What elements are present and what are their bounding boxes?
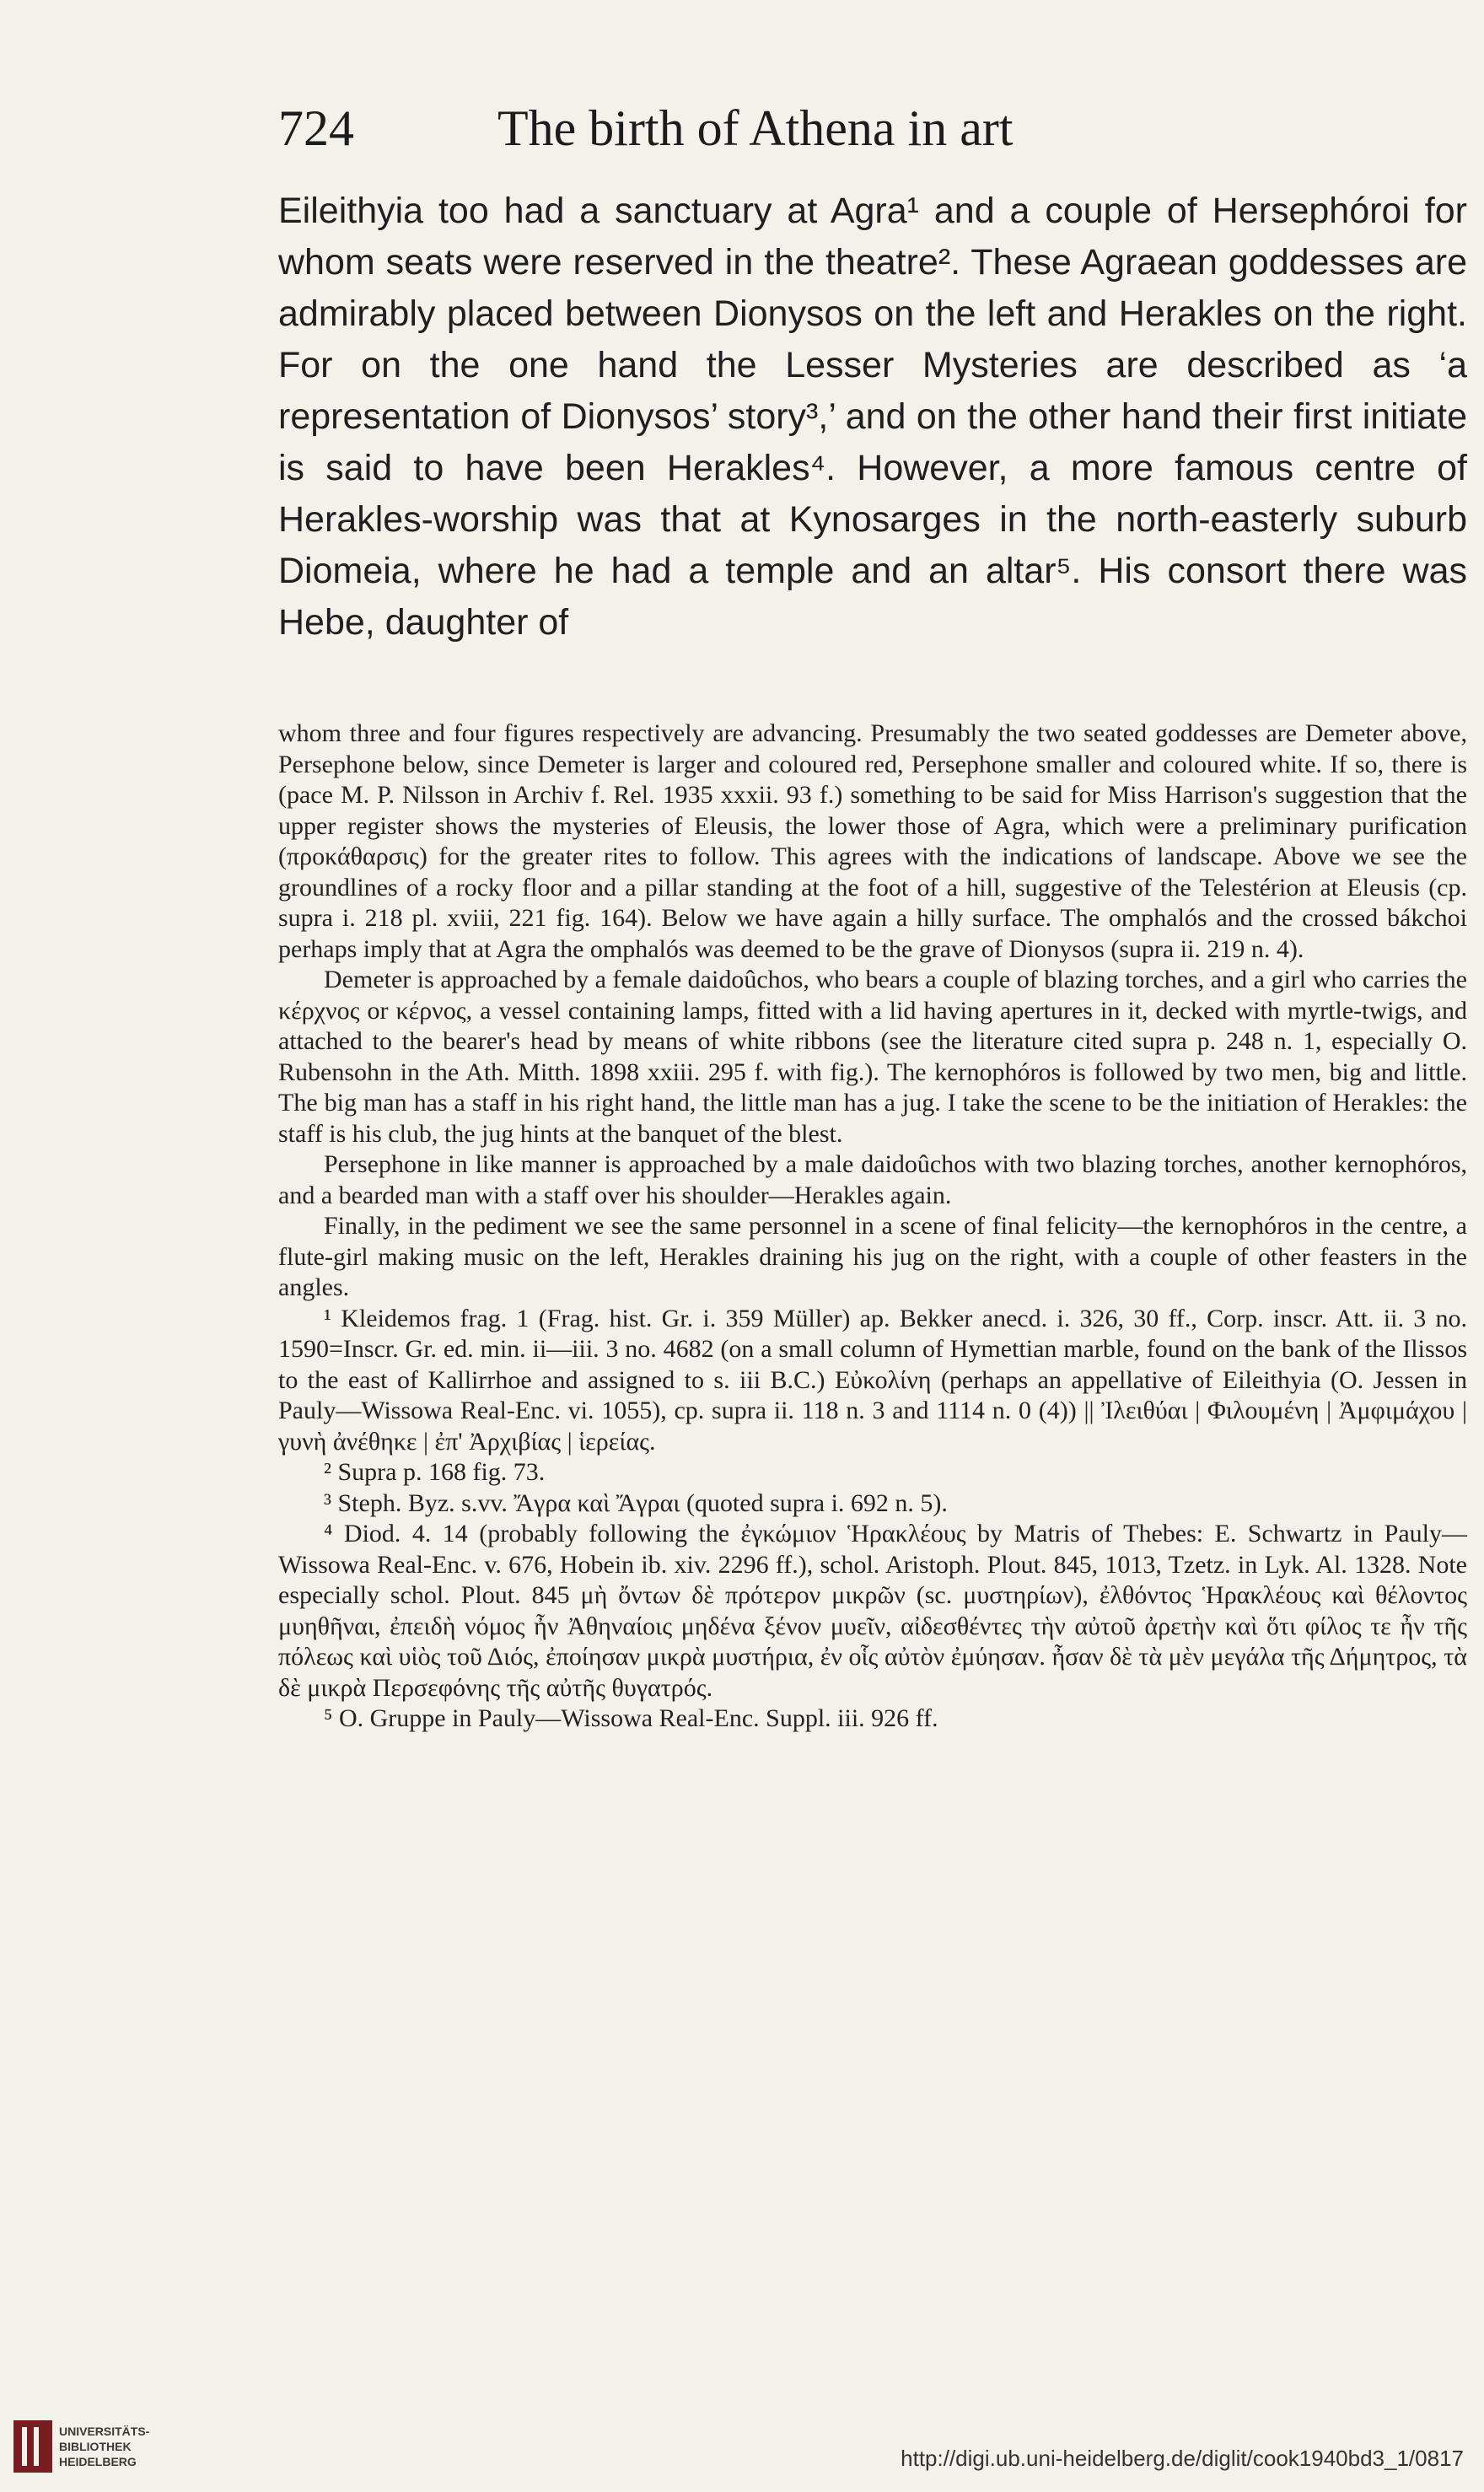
note-paragraph: whom three and four figures respectively are advancing. Presumably the two seated goddesses are Demeter above, Persephone below, since Demeter is larger and coloured red, Persephone smaller and coloured white. If so, there is (pace M. P. Nilsson in Archiv f. Rel. 1935 xxxii. 93 f.) something to be said for Miss Harrison's suggestion that the upper register shows the mysteries of Eleusis, the lower those of Agra, which were a preliminary purification (προκάθαρσις) for the greater rites to follow. This agrees with the indications of landscape. Above we see the groundlines of a rocky floor and a pillar standing at the foot of a hill, suggestive of the Telestérion at Eleusis (cp. supra i. 218 pl. xviii, 221 fig. 164). Below we have again a hilly surface. The omphalós and the crossed bákchoi perhaps imply that at Agra the omphalós was deemed to be the grave of Dionysos (supra ii. 219 n. 4). [278,719,1467,963]
footnote: ² Supra p. 168 fig. 73. [324,1458,546,1486]
note-paragraph: Demeter is approached by a female daidoûchos, who bears a couple of blazing torches, and a girl who carries the κέρχνος or κέρνος, a vessel containing lamps, fitted with a lid having apertures in it, decked with myrtle-twigs, and attached to the bearer's head by means of white ribbons (see the literature cited supra p. 248 n. 1, especially O. Rubensohn in the Ath. Mitth. 1898 xxiii. 295 f. with fig.). The kernophóros is followed by two men, big and little. The big man has a staff in his right hand, the little man has a jug. I take the scene to be the initiation of Herakles: the staff is his club, the jug hints at the banquet of the blest. [278,966,1467,1148]
library-logo-icon [13,2420,52,2473]
footnote: ³ Steph. Byz. s.vv. Ἄγρα καὶ Ἄγραι (quoted supra i. 692 n. 5). [324,1488,948,1517]
main-text [278,186,1467,649]
footnote: ⁴ Diod. 4. 14 (probably following the ἐγκώμιον Ἡρακλέους by Matris of Thebes: E. Schwartz in Pauly—Wissowa Real-Enc. v. 676, Hobein ib. xiv. 2296 ff.), schol. Aristoph. Plout. 845, 1013, Tzetz. in Lyk. Al. 1328. Note especially schol. Plout. 845 μὴ ὄντων δὲ πρότερον μικρῶν (sc. μυστηρίων), ἐλθόντος Ἡρακλέους καὶ θέλοντος μυηθῆναι, ἐπειδὴ νόμος ἦν Ἀθηναίοις μηδένα ξένον μυεῖν, αἰδεσθέντες τὴν αὐτοῦ ἀρετὴν καὶ ὅτι φίλος τε ἦν τῆς πόλεως καὶ υἱὸς τοῦ Διός, ἐποίησαν μικρὰ μυστήρια, ἐν οἷς αὐτὸν ἐμύησαν. ἦσαν δὲ τὰ μὲν μεγάλα τῆς Δήμητρος, τὰ δὲ μικρὰ Περσεφόνης τῆς αὐτῆς θυγατρός. [278,1520,1467,1702]
running-title: The birth of Athena in art [497,100,1014,156]
page-number: 724 [278,100,354,156]
note-paragraph: Persephone in like manner is approached by a male daidoûchos with two blazing torches, another kernophóros, and a bearded man with a staff over his shoulder—Herakles again. [278,1150,1467,1209]
source-url[interactable]: http://digi.ub.uni-heidelberg.de/diglit/cook1940bd3_1/0817 [901,2446,1464,2471]
notes-section [278,719,1467,1735]
note-paragraph: Finally, in the pediment we see the same personnel in a scene of final felicity—the kernophóros in the centre, a flute-girl making music on the left, Herakles draining his jug on the right, with a couple of other feasters in the angles. [278,1212,1467,1301]
footnote: ⁵ O. Gruppe in Pauly—Wissowa Real-Enc. Suppl. iii. 926 ff. [324,1704,938,1732]
library-logo-text: UNIVERSITÄTS- BIBLIOTHEK HEIDELBERG [59,2425,150,2468]
library-logo [13,2420,182,2479]
footnotes [278,1304,1467,1735]
footnote: ¹ Kleidemos frag. 1 (Frag. hist. Gr. i. 359 Müller) ap. Bekker anecd. i. 326, 30 ff., Corp. inscr. Att. ii. 3 no. 1590=Inscr. Gr. ed. min. ii—iii. 3 no. 4682 (on a small column of Hymettian marble, found on the bank of the Ilissos to the east of Kallirrhoe and assigned to s. iii B.C.) Εὐκολίνη (perhaps an appellative of Eileithyia (O. Jessen in Pauly—Wissowa Real-Enc. vi. 1055), cp. supra ii. 118 n. 3 and 1114 n. 0 (4)) || Ἰλειθύαι | Φιλουμένη | Ἀμφιμάχου | γυνὴ ἀνέθηκε | ἐπ' Ἀρχιβίας | ἱερείας. [278,1304,1467,1456]
page-header [278,100,1374,158]
body-paragraph: Eileithyia too had a sanctuary at Agra¹ and a couple of Hersephóroi for whom seats were reserved in the theatre². These Agraean goddesses are admirably placed between Dionysos on the left and Herakles on the right. For on the one hand the Lesser Mysteries are described as ‘a representation of Dionysos’ story³,’ and on the other hand their first initiate is said to have been Herakles⁴. However, a more famous centre of Herakles-worship was that at Kynosarges in the north-easterly suburb Diomeia, where he had a temple and an altar⁵. His consort there was Hebe, daughter of [278,191,1467,643]
